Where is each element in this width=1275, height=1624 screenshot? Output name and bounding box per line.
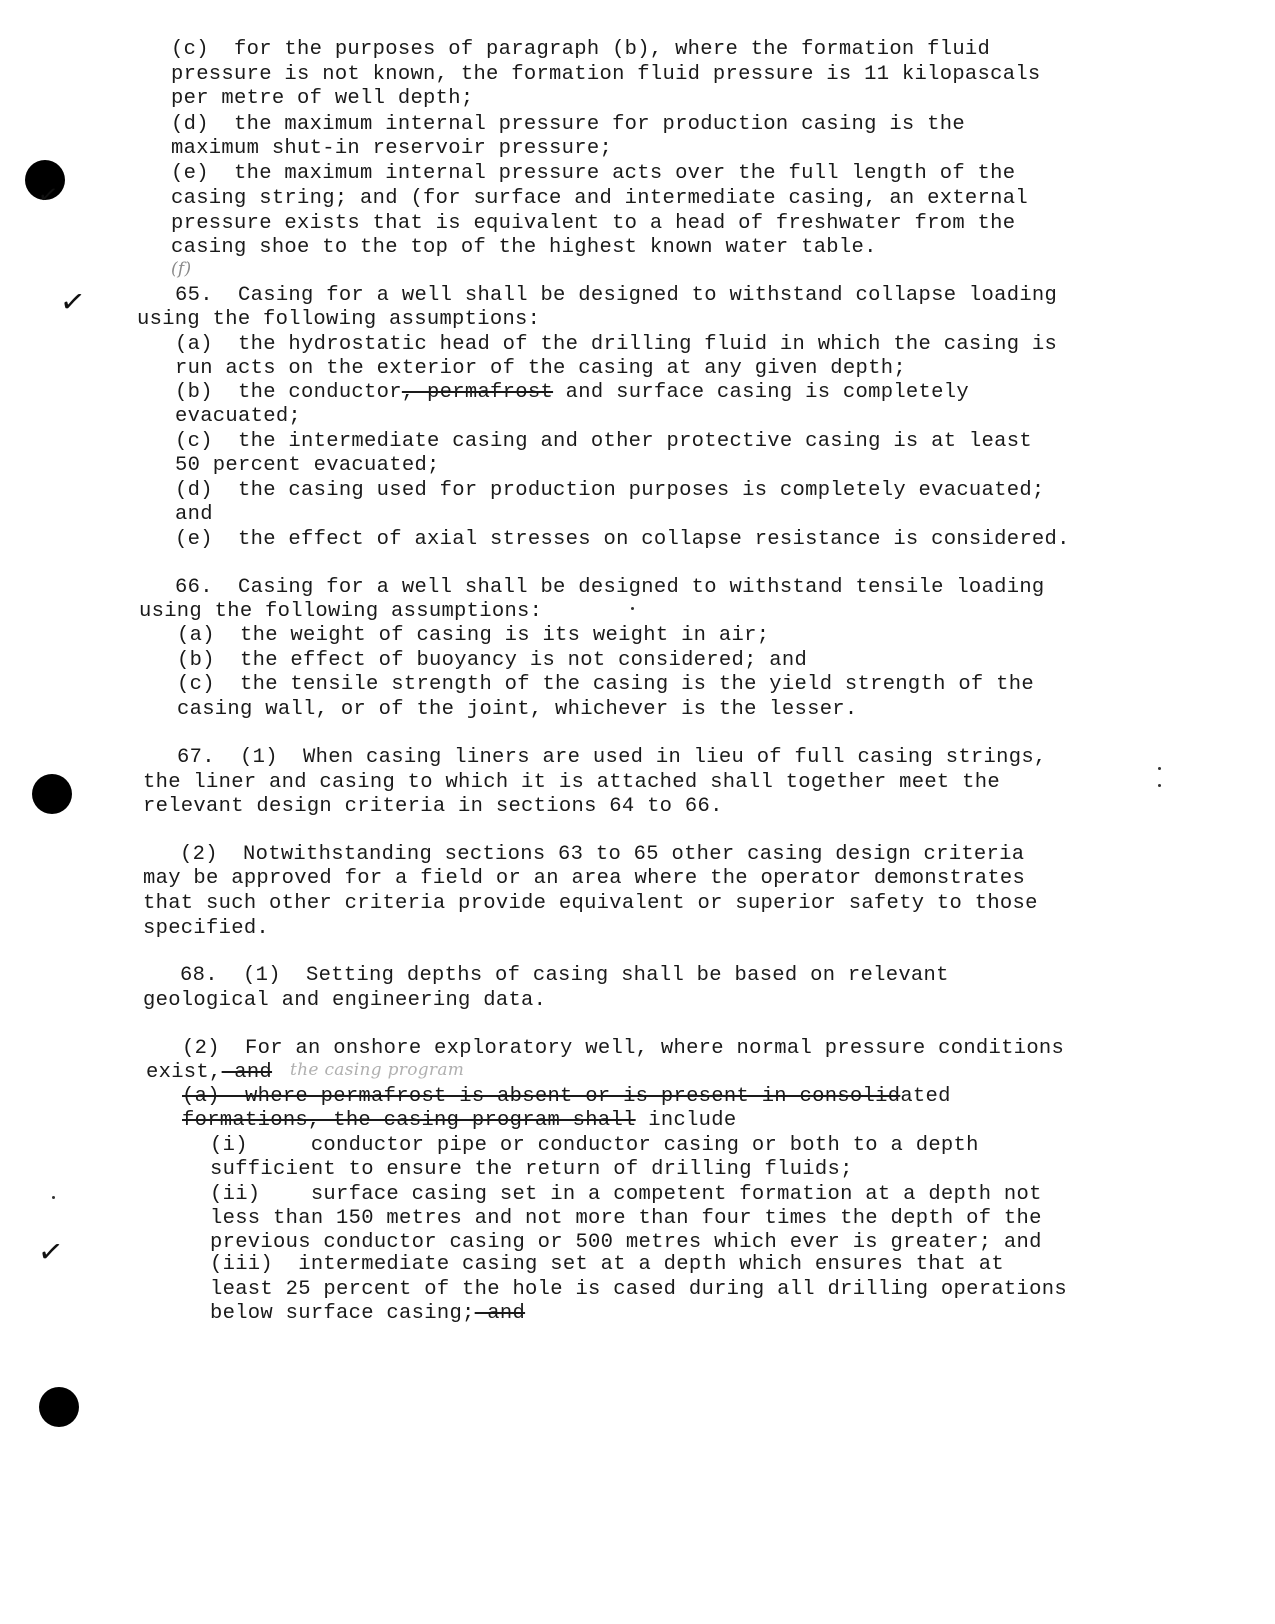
text-line-with-strike (146, 1061, 272, 1085)
text-line: (e) the effect of axial stresses on collapse resistance is considered. (175, 528, 1070, 551)
text-line: maximum shut-in reservoir pressure; (171, 137, 613, 160)
subsection-2-heading: (2) For an onshore exploratory well, where normal pressure conditions (182, 1037, 1065, 1060)
text-line: (a) the weight of casing is its weight in air; (177, 624, 770, 647)
text-segment: and surface casing is completely (553, 381, 969, 404)
subsection-2-heading: (2) Notwithstanding sections 63 to 65 other casing design criteria (180, 843, 1025, 866)
checkmark-icon: ✓ (57, 283, 88, 322)
text-line: using the following assumptions: (139, 600, 543, 623)
text-line: (b) the effect of buoyancy is not considered; and (177, 649, 808, 672)
text-line: less than 150 metres and not more than four times the depth of the (210, 1207, 1042, 1230)
struck-text: , permafrost (401, 381, 554, 404)
text-line: (c) the intermediate casing and other protective casing is at least (175, 430, 1032, 453)
text-line: sufficient to ensure the return of drilling fluids; (210, 1158, 853, 1181)
text-line-with-strike (182, 1109, 737, 1133)
text-line: per metre of well depth; (171, 87, 474, 110)
text-line: (d) the maximum internal pressure for production casing is the (171, 113, 965, 136)
text-segment: exist, (146, 1061, 222, 1084)
checkmark-icon: ✓ (36, 179, 60, 211)
struck-text: and (221, 1061, 273, 1084)
text-line: (a) the hydrostatic head of the drilling fluid in which the casing is (175, 333, 1058, 356)
struck-text: (a) where permafrost is absent or is present in consolid (182, 1085, 901, 1108)
text-segment: (b) the conductor (175, 381, 402, 404)
text-line: 50 percent evacuated; (175, 454, 440, 477)
text-segment: below surface casing; (210, 1302, 475, 1325)
text-line: and (175, 503, 213, 526)
text-line: run acts on the exterior of the casing at any given depth; (175, 357, 906, 380)
text-line: relevant design criteria in sections 64 to 66. (143, 795, 723, 818)
text-line: that such other criteria provide equivalent or superior safety to those (143, 892, 1038, 915)
section-68-heading: 68. (1) Setting depths of casing shall be based on relevant (180, 964, 949, 987)
section-65-heading: 65. Casing for a well shall be designed to withstand collapse loading (175, 284, 1058, 307)
text-line: (c) for the purposes of paragraph (b), where the formation fluid (171, 38, 991, 61)
list-item: (iii) intermediate casing set at a depth which ensures that at (210, 1253, 1004, 1276)
section-66-heading: 66. Casing for a well shall be designed to withstand tensile loading (175, 576, 1045, 599)
text-line: casing string; and (for surface and intermediate casing, an external (171, 187, 1028, 210)
list-item: (ii) surface casing set in a competent formation at a depth not (210, 1183, 1042, 1206)
text-line-with-strike (210, 1302, 525, 1326)
text-line: (d) the casing used for production purposes is completely evacuated; (175, 479, 1045, 502)
text-line: (c) the tensile strength of the casing is the yield strength of the (177, 673, 1034, 696)
text-line: the liner and casing to which it is attached shall together meet the (143, 771, 1000, 794)
checkmark-icon: ✓ (35, 1233, 66, 1272)
text-line: least 25 percent of the hole is cased during all drilling operations (210, 1278, 1067, 1301)
scan-speck (631, 607, 634, 610)
section-67-heading: 67. (1) When casing liners are used in lieu of full casing strings, (177, 746, 1047, 769)
text-line: pressure is not known, the formation fluid pressure is 11 kilopascals (171, 63, 1041, 86)
hole-punch (32, 774, 72, 814)
text-segment: ated (900, 1085, 951, 1108)
handwritten-note: the casing program (290, 1060, 465, 1080)
text-line: may be approved for a field or an area where the operator demonstrates (143, 867, 1026, 890)
text-line-with-strike (182, 1085, 951, 1109)
text-line: (e) the maximum internal pressure acts over the full length of the (171, 162, 1016, 185)
hole-punch (39, 1387, 79, 1427)
list-item: (i) conductor pipe or conductor casing or both to a depth (210, 1134, 979, 1157)
scan-speck (1158, 767, 1161, 770)
handwritten-note: (f) (171, 259, 192, 279)
text-line: previous conductor casing or 500 metres which ever is greater; and (210, 1231, 1042, 1254)
text-line: evacuated; (175, 405, 302, 428)
text-line: specified. (143, 917, 270, 940)
scan-speck (52, 1196, 55, 1199)
text-line: casing shoe to the top of the highest known water table. (171, 236, 877, 259)
text-line: pressure exists that is equivalent to a head of freshwater from the (171, 212, 1016, 235)
text-line-with-strike (175, 381, 969, 405)
text-segment: include (635, 1109, 737, 1132)
struck-text: and (474, 1302, 526, 1325)
text-line: geological and engineering data. (143, 989, 547, 1012)
scan-speck (1158, 784, 1161, 787)
text-line: using the following assumptions: (137, 308, 541, 331)
struck-text: formations, the casing program shall (182, 1109, 636, 1132)
text-line: casing wall, or of the joint, whichever is the lesser. (177, 698, 858, 721)
